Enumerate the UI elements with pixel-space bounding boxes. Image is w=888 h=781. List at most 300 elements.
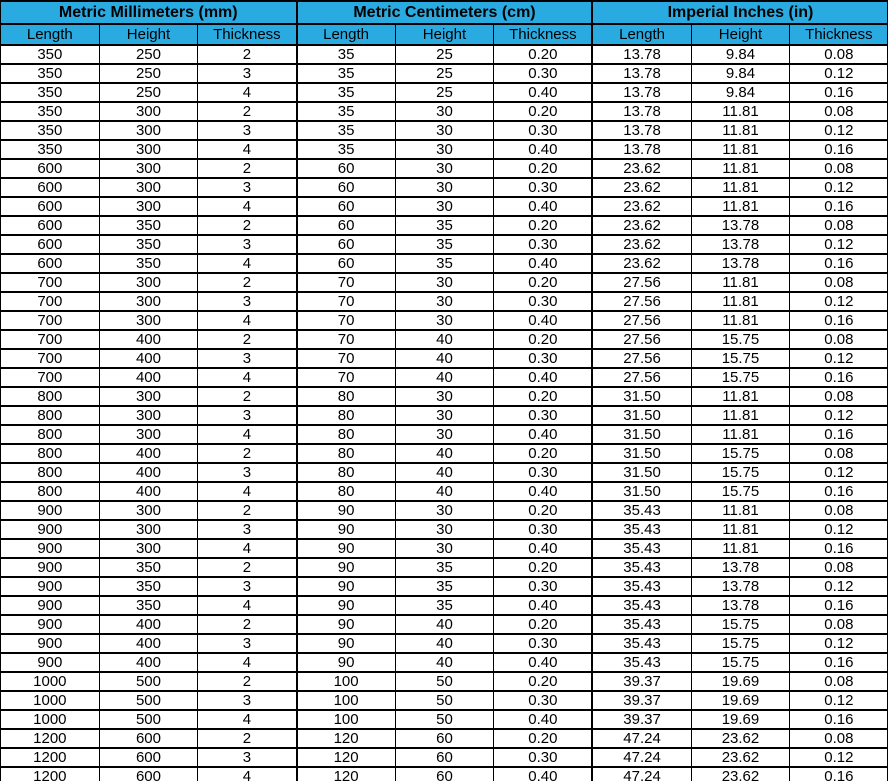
table-cell: 31.50	[592, 463, 691, 482]
table-cell: 2	[198, 729, 297, 748]
table-cell: 600	[1, 254, 100, 273]
table-cell: 11.81	[691, 387, 790, 406]
table-header	[1, 1, 888, 45]
table-cell: 0.12	[790, 406, 888, 425]
table-cell: 250	[99, 64, 198, 83]
table-cell: 120	[297, 729, 396, 748]
table-cell: 2	[198, 102, 297, 121]
table-cell: 0.12	[790, 748, 888, 767]
table-cell: 13.78	[691, 254, 790, 273]
table-cell: 300	[99, 197, 198, 216]
table-cell: 700	[1, 273, 100, 292]
table-cell: 100	[297, 672, 396, 691]
table-cell: 40	[395, 444, 494, 463]
table-cell: 3	[198, 748, 297, 767]
table-cell: 0.08	[790, 501, 888, 520]
column-header-length-1: Length	[297, 24, 396, 45]
table-cell: 30	[395, 159, 494, 178]
table-row	[1, 558, 888, 577]
table-cell: 11.81	[691, 121, 790, 140]
table-cell: 35	[297, 121, 396, 140]
table-cell: 350	[1, 102, 100, 121]
table-cell: 90	[297, 577, 396, 596]
table-cell: 90	[297, 520, 396, 539]
table-row	[1, 710, 888, 729]
table-cell: 300	[99, 501, 198, 520]
table-cell: 0.12	[790, 292, 888, 311]
table-cell: 0.08	[790, 729, 888, 748]
table-cell: 0.12	[790, 64, 888, 83]
table-cell: 0.20	[494, 273, 593, 292]
table-cell: 4	[198, 197, 297, 216]
table-cell: 15.75	[691, 482, 790, 501]
table-cell: 400	[99, 634, 198, 653]
table-cell: 13.78	[691, 216, 790, 235]
table-cell: 4	[198, 767, 297, 781]
table-cell: 1200	[1, 729, 100, 748]
table-cell: 27.56	[592, 330, 691, 349]
table-cell: 25	[395, 45, 494, 64]
table-cell: 50	[395, 672, 494, 691]
table-cell: 35	[395, 596, 494, 615]
table-cell: 30	[395, 539, 494, 558]
table-cell: 0.16	[790, 140, 888, 159]
table-row	[1, 520, 888, 539]
table-cell: 0.30	[494, 577, 593, 596]
table-cell: 4	[198, 140, 297, 159]
group-header-metric-millimeters: Metric Millimeters (mm)	[1, 1, 297, 24]
table-cell: 350	[99, 596, 198, 615]
table-cell: 9.84	[691, 83, 790, 102]
table-cell: 350	[1, 45, 100, 64]
table-cell: 3	[198, 691, 297, 710]
table-cell: 400	[99, 615, 198, 634]
table-row	[1, 615, 888, 634]
table-cell: 35.43	[592, 539, 691, 558]
table-cell: 9.84	[691, 45, 790, 64]
table-cell: 27.56	[592, 349, 691, 368]
table-cell: 300	[99, 178, 198, 197]
table-cell: 0.40	[494, 482, 593, 501]
table-cell: 800	[1, 482, 100, 501]
table-cell: 23.62	[691, 767, 790, 781]
table-cell: 13.78	[592, 121, 691, 140]
table-cell: 23.62	[691, 729, 790, 748]
table-cell: 0.08	[790, 273, 888, 292]
table-cell: 300	[99, 387, 198, 406]
table-cell: 0.08	[790, 330, 888, 349]
table-row	[1, 729, 888, 748]
table-row	[1, 691, 888, 710]
table-cell: 35	[395, 254, 494, 273]
table-cell: 300	[99, 311, 198, 330]
table-cell: 120	[297, 767, 396, 781]
table-cell: 700	[1, 292, 100, 311]
table-cell: 35.43	[592, 634, 691, 653]
table-cell: 0.12	[790, 520, 888, 539]
table-cell: 400	[99, 463, 198, 482]
table-cell: 4	[198, 596, 297, 615]
group-header-row	[1, 1, 888, 24]
table-cell: 30	[395, 292, 494, 311]
table-cell: 50	[395, 710, 494, 729]
table-cell: 0.40	[494, 197, 593, 216]
table-cell: 90	[297, 596, 396, 615]
table-cell: 70	[297, 273, 396, 292]
table-cell: 4	[198, 653, 297, 672]
table-cell: 25	[395, 64, 494, 83]
table-row	[1, 121, 888, 140]
table-cell: 40	[395, 330, 494, 349]
table-cell: 300	[99, 102, 198, 121]
table-cell: 1000	[1, 672, 100, 691]
table-cell: 350	[1, 121, 100, 140]
table-cell: 80	[297, 387, 396, 406]
table-cell: 11.81	[691, 159, 790, 178]
table-cell: 90	[297, 558, 396, 577]
table-cell: 11.81	[691, 539, 790, 558]
table-cell: 15.75	[691, 463, 790, 482]
table-row	[1, 387, 888, 406]
table-cell: 0.08	[790, 558, 888, 577]
table-cell: 70	[297, 349, 396, 368]
table-cell: 350	[99, 235, 198, 254]
table-cell: 100	[297, 691, 396, 710]
table-cell: 0.08	[790, 672, 888, 691]
table-cell: 60	[297, 216, 396, 235]
table-cell: 500	[99, 672, 198, 691]
column-header-height-1: Height	[395, 24, 494, 45]
table-cell: 47.24	[592, 729, 691, 748]
table-cell: 0.08	[790, 444, 888, 463]
table-cell: 2	[198, 45, 297, 64]
table-cell: 3	[198, 634, 297, 653]
table-cell: 0.16	[790, 425, 888, 444]
table-cell: 0.30	[494, 520, 593, 539]
table-cell: 35.43	[592, 596, 691, 615]
table-cell: 350	[99, 577, 198, 596]
table-row	[1, 463, 888, 482]
table-row	[1, 45, 888, 64]
table-cell: 3	[198, 406, 297, 425]
table-cell: 80	[297, 444, 396, 463]
table-cell: 0.20	[494, 159, 593, 178]
table-cell: 15.75	[691, 330, 790, 349]
table-row	[1, 330, 888, 349]
table-cell: 23.62	[592, 254, 691, 273]
table-cell: 40	[395, 634, 494, 653]
table-cell: 1000	[1, 691, 100, 710]
table-cell: 900	[1, 653, 100, 672]
table-row	[1, 159, 888, 178]
table-cell: 13.78	[592, 102, 691, 121]
table-cell: 800	[1, 425, 100, 444]
table-cell: 0.20	[494, 102, 593, 121]
table-cell: 11.81	[691, 102, 790, 121]
table-row	[1, 216, 888, 235]
table-cell: 13.78	[592, 140, 691, 159]
table-cell: 11.81	[691, 273, 790, 292]
table-cell: 31.50	[592, 444, 691, 463]
table-cell: 31.50	[592, 425, 691, 444]
table-cell: 4	[198, 425, 297, 444]
table-cell: 400	[99, 444, 198, 463]
table-cell: 35	[297, 45, 396, 64]
table-cell: 30	[395, 425, 494, 444]
table-cell: 35	[297, 64, 396, 83]
column-header-height-0: Height	[99, 24, 198, 45]
table-cell: 3	[198, 349, 297, 368]
table-cell: 700	[1, 330, 100, 349]
table-cell: 60	[395, 748, 494, 767]
table-cell: 120	[297, 748, 396, 767]
table-cell: 0.12	[790, 691, 888, 710]
table-cell: 39.37	[592, 672, 691, 691]
table-cell: 2	[198, 501, 297, 520]
table-cell: 70	[297, 330, 396, 349]
table-cell: 30	[395, 406, 494, 425]
table-cell: 0.20	[494, 729, 593, 748]
table-cell: 0.16	[790, 368, 888, 387]
table-cell: 900	[1, 539, 100, 558]
table-cell: 13.78	[592, 64, 691, 83]
table-cell: 250	[99, 45, 198, 64]
table-cell: 15.75	[691, 615, 790, 634]
table-cell: 3	[198, 463, 297, 482]
table-cell: 0.08	[790, 615, 888, 634]
table-cell: 600	[1, 235, 100, 254]
table-cell: 2	[198, 615, 297, 634]
table-cell: 19.69	[691, 691, 790, 710]
table-row	[1, 425, 888, 444]
table-cell: 35.43	[592, 501, 691, 520]
table-cell: 23.62	[592, 235, 691, 254]
table-cell: 60	[395, 767, 494, 781]
table-cell: 400	[99, 482, 198, 501]
table-cell: 30	[395, 273, 494, 292]
table-cell: 400	[99, 653, 198, 672]
column-header-height-2: Height	[691, 24, 790, 45]
table-cell: 4	[198, 539, 297, 558]
table-cell: 600	[1, 216, 100, 235]
table-cell: 0.30	[494, 691, 593, 710]
table-cell: 40	[395, 653, 494, 672]
table-cell: 700	[1, 311, 100, 330]
table-cell: 0.16	[790, 254, 888, 273]
table-cell: 15.75	[691, 634, 790, 653]
table-cell: 0.20	[494, 330, 593, 349]
table-cell: 0.16	[790, 596, 888, 615]
table-cell: 35.43	[592, 558, 691, 577]
table-cell: 90	[297, 501, 396, 520]
table-cell: 3	[198, 178, 297, 197]
table-cell: 0.20	[494, 501, 593, 520]
table-cell: 23.62	[691, 748, 790, 767]
table-cell: 900	[1, 615, 100, 634]
table-cell: 70	[297, 292, 396, 311]
table-cell: 4	[198, 710, 297, 729]
table-cell: 300	[99, 539, 198, 558]
table-cell: 90	[297, 615, 396, 634]
table-cell: 1200	[1, 767, 100, 781]
table-cell: 35	[395, 577, 494, 596]
table-cell: 3	[198, 577, 297, 596]
table-cell: 9.84	[691, 64, 790, 83]
table-cell: 13.78	[691, 577, 790, 596]
table-cell: 0.12	[790, 463, 888, 482]
table-cell: 30	[395, 121, 494, 140]
table-row	[1, 501, 888, 520]
table-cell: 13.78	[691, 558, 790, 577]
table-cell: 27.56	[592, 311, 691, 330]
table-cell: 90	[297, 539, 396, 558]
table-cell: 350	[1, 140, 100, 159]
table-cell: 3	[198, 292, 297, 311]
table-cell: 350	[1, 83, 100, 102]
table-body	[1, 45, 888, 781]
table-row	[1, 254, 888, 273]
table-cell: 35.43	[592, 577, 691, 596]
table-cell: 2	[198, 159, 297, 178]
table-cell: 900	[1, 520, 100, 539]
table-cell: 35.43	[592, 653, 691, 672]
table-cell: 4	[198, 83, 297, 102]
table-cell: 900	[1, 577, 100, 596]
table-cell: 0.12	[790, 634, 888, 653]
table-cell: 0.16	[790, 539, 888, 558]
column-header-row	[1, 24, 888, 45]
table-cell: 800	[1, 387, 100, 406]
table-cell: 600	[99, 767, 198, 781]
table-cell: 4	[198, 311, 297, 330]
table-cell: 0.12	[790, 577, 888, 596]
column-header-length-0: Length	[1, 24, 100, 45]
table-cell: 40	[395, 615, 494, 634]
table-cell: 35	[395, 235, 494, 254]
table-cell: 0.08	[790, 159, 888, 178]
table-cell: 31.50	[592, 406, 691, 425]
table-cell: 300	[99, 140, 198, 159]
table-cell: 11.81	[691, 140, 790, 159]
table-cell: 0.40	[494, 767, 593, 781]
table-cell: 40	[395, 463, 494, 482]
table-cell: 30	[395, 102, 494, 121]
table-cell: 0.20	[494, 558, 593, 577]
table-cell: 80	[297, 463, 396, 482]
table-cell: 0.20	[494, 45, 593, 64]
table-cell: 11.81	[691, 520, 790, 539]
table-cell: 100	[297, 710, 396, 729]
table-row	[1, 273, 888, 292]
table-cell: 600	[99, 729, 198, 748]
table-cell: 60	[297, 235, 396, 254]
table-cell: 27.56	[592, 292, 691, 311]
table-cell: 13.78	[592, 83, 691, 102]
table-cell: 30	[395, 140, 494, 159]
table-cell: 700	[1, 368, 100, 387]
table-cell: 11.81	[691, 178, 790, 197]
table-cell: 80	[297, 406, 396, 425]
group-header-metric-centimeters: Metric Centimeters (cm)	[297, 1, 593, 24]
table-cell: 0.30	[494, 463, 593, 482]
table-cell: 23.62	[592, 159, 691, 178]
table-cell: 400	[99, 368, 198, 387]
table-cell: 2	[198, 387, 297, 406]
table-row	[1, 577, 888, 596]
table-cell: 0.16	[790, 653, 888, 672]
table-cell: 25	[395, 83, 494, 102]
table-cell: 0.08	[790, 387, 888, 406]
table-cell: 0.16	[790, 83, 888, 102]
table-cell: 0.40	[494, 311, 593, 330]
table-row	[1, 368, 888, 387]
table-cell: 27.56	[592, 368, 691, 387]
table-cell: 400	[99, 330, 198, 349]
table-cell: 350	[99, 558, 198, 577]
table-cell: 40	[395, 368, 494, 387]
table-row	[1, 64, 888, 83]
table-cell: 47.24	[592, 767, 691, 781]
table-cell: 0.30	[494, 292, 593, 311]
table-cell: 47.24	[592, 748, 691, 767]
table-cell: 3	[198, 520, 297, 539]
table-cell: 0.40	[494, 254, 593, 273]
table-cell: 0.30	[494, 64, 593, 83]
column-header-length-2: Length	[592, 24, 691, 45]
table-row	[1, 197, 888, 216]
table-row	[1, 444, 888, 463]
table-cell: 300	[99, 292, 198, 311]
table-cell: 27.56	[592, 273, 691, 292]
table-row	[1, 482, 888, 501]
table-cell: 2	[198, 672, 297, 691]
table-cell: 2	[198, 330, 297, 349]
table-cell: 80	[297, 482, 396, 501]
table-cell: 2	[198, 273, 297, 292]
table-cell: 80	[297, 425, 396, 444]
table-cell: 600	[1, 197, 100, 216]
table-cell: 300	[99, 159, 198, 178]
table-cell: 4	[198, 368, 297, 387]
table-cell: 30	[395, 311, 494, 330]
table-cell: 11.81	[691, 425, 790, 444]
table-cell: 300	[99, 406, 198, 425]
table-cell: 13.78	[691, 596, 790, 615]
table-cell: 0.16	[790, 311, 888, 330]
table-cell: 0.16	[790, 767, 888, 781]
table-cell: 0.40	[494, 539, 593, 558]
table-cell: 4	[198, 254, 297, 273]
table-cell: 30	[395, 501, 494, 520]
table-cell: 0.20	[494, 216, 593, 235]
column-header-thickness-2: Thickness	[790, 24, 888, 45]
table-cell: 350	[99, 254, 198, 273]
table-cell: 60	[297, 159, 396, 178]
table-cell: 60	[297, 197, 396, 216]
table-cell: 300	[99, 520, 198, 539]
table-row	[1, 311, 888, 330]
table-cell: 0.08	[790, 102, 888, 121]
table-cell: 11.81	[691, 197, 790, 216]
table-cell: 0.40	[494, 710, 593, 729]
table-cell: 30	[395, 178, 494, 197]
table-cell: 350	[99, 216, 198, 235]
table-cell: 35.43	[592, 615, 691, 634]
table-cell: 2	[198, 216, 297, 235]
table-cell: 500	[99, 710, 198, 729]
table-cell: 19.69	[691, 672, 790, 691]
table-cell: 800	[1, 406, 100, 425]
